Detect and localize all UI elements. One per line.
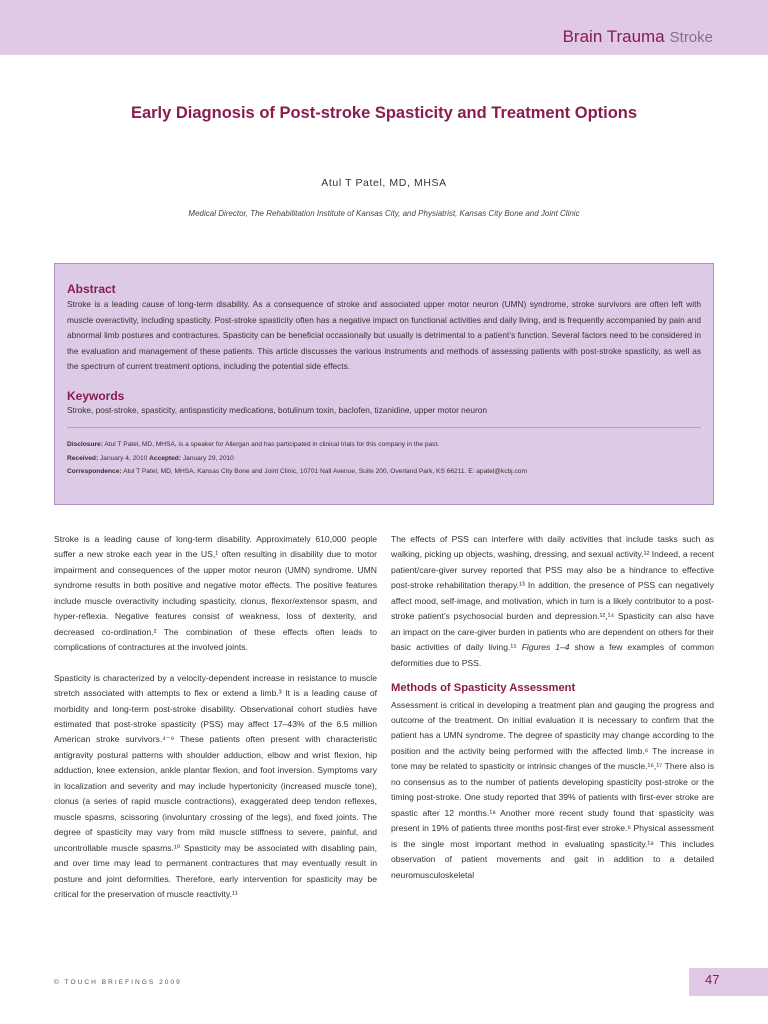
body-column-left [54,532,377,902]
keywords-heading: Keywords [67,388,125,403]
abstract-text: Stroke is a leading cause of long-term disability. As a consequence of stroke and associated upper motor neuron (UMN) syndrome, stroke survivors are often left with muscle overactivity, including spasticity. Post-stroke spasticity often has a negative impact on functional activities and daily living, and is frequently accompanied by pain and abnormal limb postures and contractures. Spasticity can be beneficial occasionally but usually is detrimental to a patient’s function. Several factors need to be considered in the evaluation and management of these patients. This article discusses the various instruments and methods of assessing patients with post-stroke spasticity, as well as the spectrum of current treatment options, including the potential side effects. [67,299,701,372]
dates-line [67,452,701,466]
disclosure-line [67,438,701,452]
header-band [0,0,768,55]
body-paragraph [391,532,714,671]
body-paragraph: Assessment is critical in developing a treatment plan and gauging the progress and outcome of the treatment. On initial evaluation it is necessary to confirm that the patient has a UMN syndrome. The degree of spasticity may change according to the position and the activity being performed with the affected limb.⁶ The increase in tone may be related to spasticity or intrinsic changes of the muscle.¹⁶,¹⁷ There also is no consensus as to the number of patients developing spasticity post-stroke or the timing post-stroke. One study reported that 39% of patients with first-ever stroke are spastic after 12 months.¹⁸ Another more recent study found that spasticity was present in 19% of patients three months post-first ever stroke.⁶ Physical assessment is the single most important method in evaluating spasticity.¹⁹ This includes observation of patient movements and gait in addition to a detailed neuromusculoskeletal [391,699,714,880]
subsection-name: Stroke [669,29,713,46]
disclosure-text: Atul T Patel, MD, MHSA, is a speaker for Allergan and has participated in clinical trials for this company in the past. [104,440,440,448]
received-label: Received: [67,454,99,462]
footer-copyright: © TOUCH BRIEFINGS 2009 [54,979,182,986]
body-column-right [391,532,714,883]
body-text: show a few examples of common deformities due to PSS. [391,642,715,668]
body-text: The effects of PSS can interfere with daily activities that include tasks such as walking, picking up objects, washing, dressing, and sexual activity.¹² Indeed, a recent patient/care-giver survey reported that PSS may also be a hindrance to effective post-stroke rehabilitation therapy.¹³ In addition, the presence of PSS can negatively affect mood, self-image, and motivation, which in turn is a likely contributor to a post-stroke patient’s psychosocial burden and depression.¹²,¹⁴ Spasticity can also have an impact on the care-giver burden in patients who are dependent on others for their basic activities of daily living.¹⁵ [391,534,714,653]
abstract-divider [67,427,701,428]
correspondence-label: Correspondence: [67,468,122,476]
section-name: Brain Trauma [562,27,665,46]
figure-reference: Figures 1–4 [521,642,570,653]
body-paragraph: Spasticity is characterized by a velocity-dependent increase in resistance to muscle stretch associated with attempts to flex or extend a limb.³ It is a leading cause of morbidity and long-term post-stroke disability. Observational cohort studies have estimated that post-stroke spasticity (PSS) may affect 17–43% of the 6.5 million American stroke survivors.⁴⁻⁹ These patients often present with characteristic antigravity postural patterns with shoulder adduction, elbow and wrist flexion, hip adduction, knee extension, ankle plantar flexion, and foot inversion. Symptoms vary in localization and severity and may include hypertonicity (increased muscle tone), clonus (a series of rapid muscle contractions), exaggerated deep tendon reflexes, muscle spasms, scissoring (involuntary crossing of the legs), and fixed joints. The degree of spasticity may vary from mild muscle stiffness to severe, painful, and uncontrollable muscle spasms.¹⁰ Spasticity may be associated with disabling pain, and over time may lead to permanent contractures that may eventually result in posture and joint deformities. Therefore, early intervention for spasticity may be critical for the preservation of muscle reactivity.¹¹ [54,672,377,899]
author-name: Atul T Patel, MD, MHSA [321,177,447,189]
methods-heading: Methods of Spasticity Assessment [391,682,576,695]
abstract-heading: Abstract [67,282,116,296]
received-date: January 4, 2010 [100,454,148,462]
body-paragraph: Stroke is a leading cause of long-term disability. Approximately 610,000 people suffer a new stroke each year in the US,¹ often resulting in disability due to motor impairment and consequences of the upper motor neuron (UMN) syndrome. UMN syndrome results in both positive and negative motor effects. The positive features include muscle overactivity including spasticity, clonus, flexor/extensor spasm, and hyper-reflexia. Negative features consist of weakness, loss of dexterity, and decreased co-ordination.² The combination of these effects often leads to complications of contractures at the involved joints. [54,534,377,653]
article-title: Early Diagnosis of Post-stroke Spasticity and Treatment Options [130,104,638,122]
keywords-text: Stroke, post-stroke, spasticity, antispasticity medications, botulinum toxin, baclofen, tizanidine, upper motor neuron [67,404,487,415]
abstract-box [54,263,714,505]
section-header [563,27,713,47]
disclosure-label: Disclosure: [67,440,103,448]
page-number: 47 [705,972,720,987]
correspondence-text: Atul T Patel, MD, MHSA, Kansas City Bone and Joint Clinic, 10701 Nall Avenue, Suite 200, Overland Park, KS 66211. E: apatel@kcbj.com [123,468,527,476]
accepted-date: January 29, 2010 [182,454,234,462]
page-number-tab [689,968,768,996]
accepted-label: Accepted: [149,454,182,462]
correspondence-line [67,465,701,479]
author-affiliation: Medical Director, The Rehabilitation Institute of Kansas City, and Physiatrist, Kansas City Bone and Joint Clinic [188,209,580,218]
